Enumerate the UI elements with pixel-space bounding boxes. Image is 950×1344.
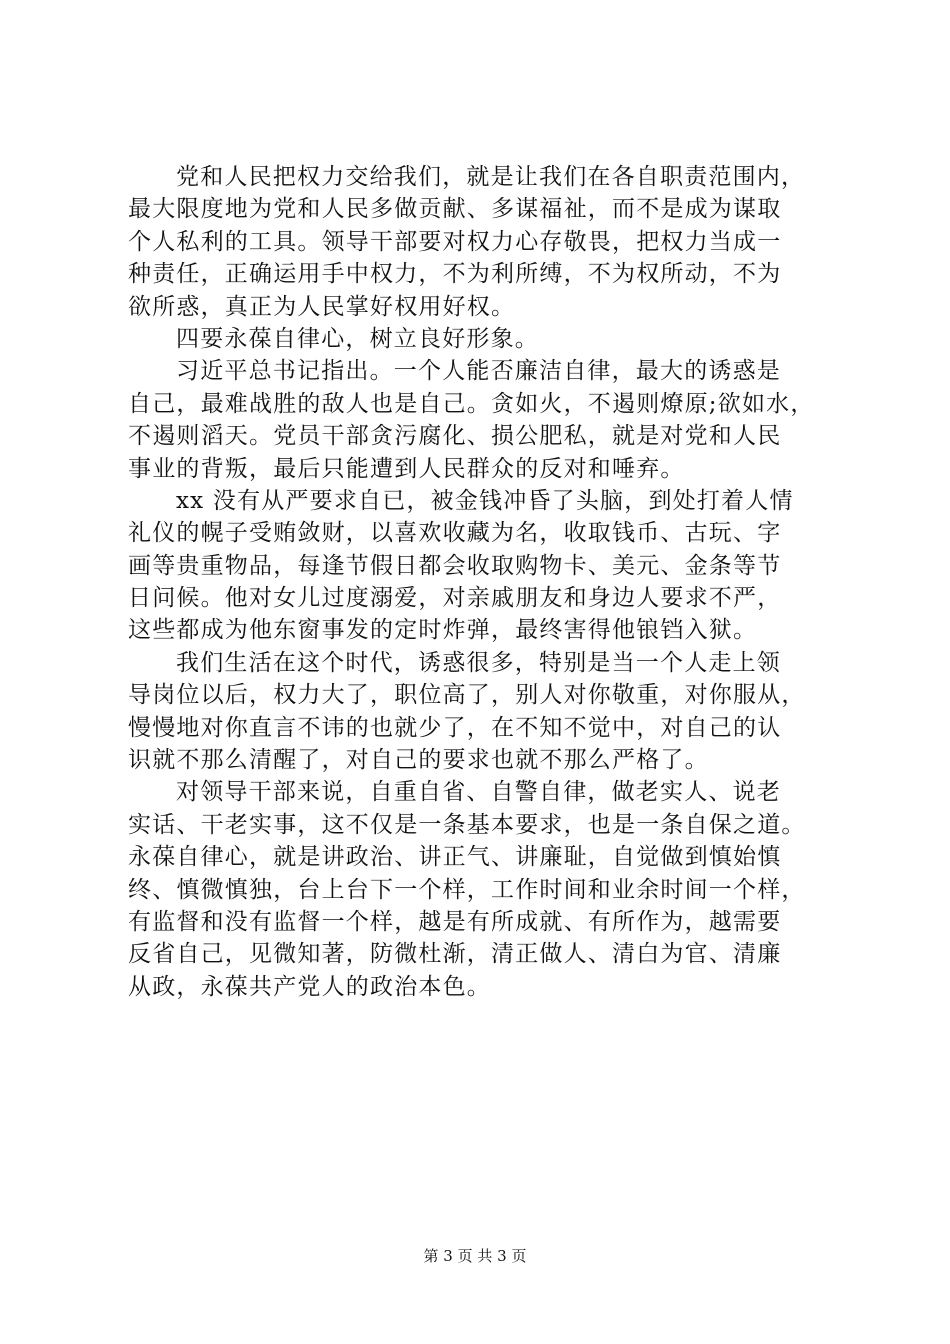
text-line: 不遏则滔天。党员干部贪污腐化、损公肥私，就是对党和人民 xyxy=(128,423,782,450)
text-line: 反省自己，见微知著，防微杜渐，清正做人、清白为官、清廉 xyxy=(128,941,782,968)
text-line: 识就不那么清醒了，对自己的要求也就不那么严格了。 xyxy=(128,747,709,774)
paragraph-5 xyxy=(128,647,828,777)
text-line: 我们生活在这个时代，诱惑很多，特别是当一个人走上领 xyxy=(176,649,781,676)
heading-line: 四要永葆自律心，树立良好形象。 xyxy=(176,325,539,352)
text-line: 种责任，正确运用手中权力，不为利所缚，不为权所动，不为 xyxy=(128,261,782,288)
text-line: 日问候。他对女儿过度溺爱，对亲戚朋友和身边人要求不严， xyxy=(128,585,782,612)
text-line: 习近平总书记指出。一个人能否廉洁自律，最大的诱惑是 xyxy=(176,358,781,385)
text-line: 永葆自律心，就是讲政治、讲正气、讲廉耻，自觉做到慎始慎 xyxy=(128,844,782,871)
text-line: 终、慎微慎独，台上台下一个样，工作时间和业余时间一个样， xyxy=(128,876,806,903)
text-line: 个人私利的工具。领导干部要对权力心存敬畏，把权力当成一 xyxy=(128,228,782,255)
text-line: 实话、干老实事，这不仅是一条基本要求，也是一条自保之道。 xyxy=(128,811,806,838)
text-line: 最大限度地为党和人民多做贡献、多谋福祉，而不是成为谋取 xyxy=(128,196,782,223)
text-line: 从政，永葆共产党人的政治本色。 xyxy=(128,973,491,1000)
text-line: 礼仪的幌子受贿敛财，以喜欢收藏为名，收取钱币、古玩、字 xyxy=(128,520,782,547)
text-line: 慢慢地对你直言不讳的也就少了，在不知不觉中，对自己的认 xyxy=(128,714,782,741)
paragraph-1 xyxy=(128,161,828,323)
text-line: xx 没有从严要求自已，被金钱冲昏了头脑，到处打着人情 xyxy=(176,487,794,514)
paragraph-6 xyxy=(128,776,828,1003)
text-line: 导岗位以后，权力大了，职位高了，别人对你敬重，对你服从， xyxy=(128,682,806,709)
page-number-footer: 第 3 页 共 3 页 xyxy=(423,1247,527,1265)
paragraph-3 xyxy=(128,355,828,485)
paragraph-4 xyxy=(128,485,828,647)
text-line: 自己，最难战胜的敌人也是自己。贪如火，不遏则燎原;欲如水， xyxy=(128,390,815,417)
section-heading xyxy=(128,323,828,355)
text-line: 对领导干部来说，自重自省、自警自律，做老实人、说老 xyxy=(176,779,781,806)
text-line: 这些都成为他东窗事发的定时炸弹，最终害得他锒铛入狱。 xyxy=(128,617,758,644)
text-line: 事业的背叛，最后只能遭到人民群众的反对和唾弃。 xyxy=(128,455,685,482)
text-line: 欲所惑，真正为人民掌好权用好权。 xyxy=(128,293,516,320)
document-body xyxy=(128,161,828,1003)
text-line: 党和人民把权力交给我们，就是让我们在各自职责范围内， xyxy=(176,164,806,190)
text-line: 有监督和没有监督一个样，越是有所成就、有所作为，越需要 xyxy=(128,908,782,935)
text-line: 画等贵重物品，每逢节假日都会收取购物卡、美元、金条等节 xyxy=(128,552,782,579)
